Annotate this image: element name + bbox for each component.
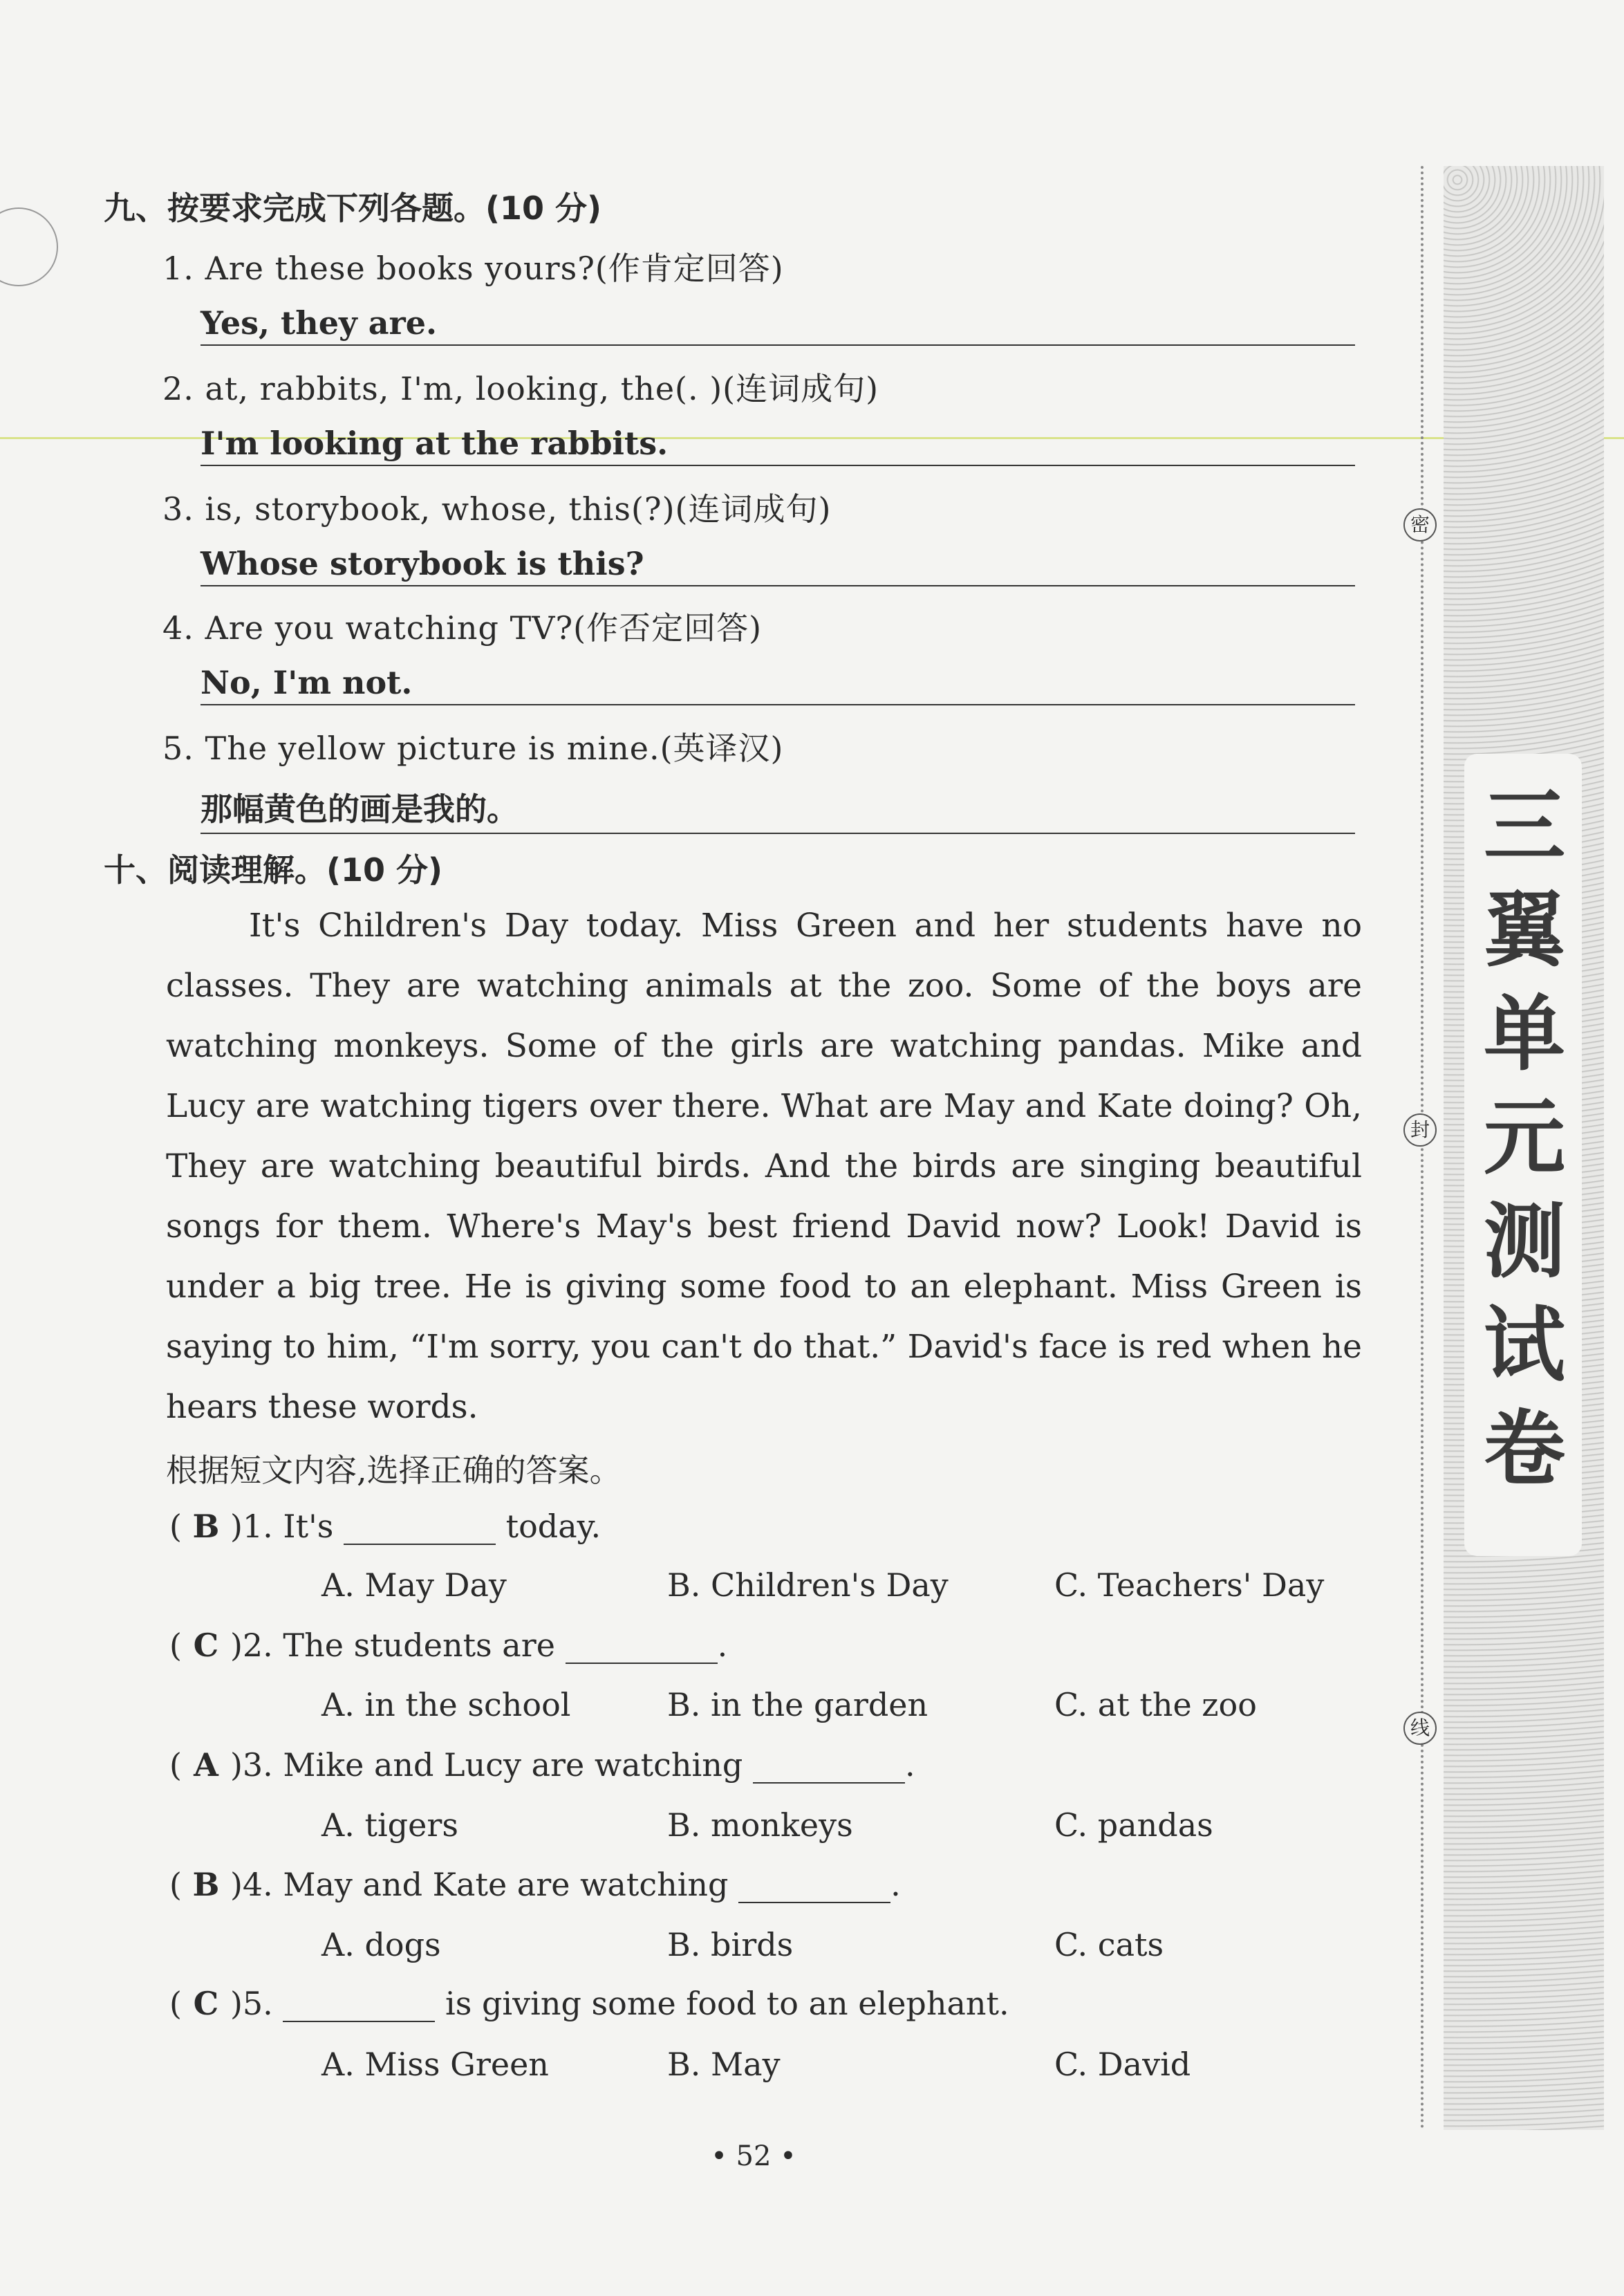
mc-question-4: ( B )4. May and Kate are watching . xyxy=(169,1866,901,1903)
q9-5: 5. The yellow picture is mine.(英译汉) xyxy=(162,730,784,767)
seal-mark-mi: 密 xyxy=(1403,508,1437,541)
option-b: B. in the garden xyxy=(667,1686,928,1723)
seal-mark-feng: 封 xyxy=(1403,1113,1437,1147)
option-c: C. Teachers' Day xyxy=(1054,1566,1325,1604)
a9-1: Yes, they are. xyxy=(200,304,1355,346)
page-number: • 52 • xyxy=(711,2140,796,2172)
option-b: B. monkeys xyxy=(667,1806,853,1844)
answer-choice: B xyxy=(192,1866,220,1903)
option-a: A. dogs xyxy=(321,1926,441,1963)
option-b: B. birds xyxy=(667,1926,794,1963)
option-c: C. at the zoo xyxy=(1054,1686,1257,1723)
option-a: A. Miss Green xyxy=(321,2046,549,2083)
mc-question-3: ( A )3. Mike and Lucy are watching . xyxy=(169,1746,915,1784)
q9-4: 4. Are you watching TV?(作否定回答) xyxy=(162,609,763,647)
mc-question-1: ( B )1. It's today. xyxy=(169,1508,601,1545)
answer-choice: B xyxy=(192,1508,220,1545)
answer-blank xyxy=(738,1874,890,1903)
answer-blank xyxy=(753,1755,905,1784)
option-a: A. May Day xyxy=(321,1566,507,1604)
option-c: C. pandas xyxy=(1054,1806,1213,1844)
section-10-heading: 十、阅读理解。(10 分) xyxy=(104,851,443,889)
answer-blank xyxy=(283,1993,435,2022)
answer-choice: C xyxy=(193,1985,219,2022)
q9-2: 2. at, rabbits, I'm, looking, the(. )(连词成句) xyxy=(162,370,879,407)
a9-5: 那幅黄色的画是我的。 xyxy=(200,784,1355,834)
sidebar-title: 三 翼 单 元 测 试 卷 xyxy=(1483,779,1565,1497)
option-a: A. tigers xyxy=(321,1806,458,1844)
option-a: A. in the school xyxy=(321,1686,571,1723)
corner-stamp xyxy=(0,207,58,286)
q9-1: 1. Are these books yours?(作肯定回答) xyxy=(162,250,784,287)
reading-passage: It's Children's Day today. Miss Green and her students have no classes. They are watching animals at the zoo. Some of the boys are watching monkeys. Some of the girls are watching pandas. Mike and Lucy are watching tigers over there. What are May and Kate doing? Oh, They are watching beautiful birds. And the birds are singing beautiful songs for them. Where's May's best friend David now? Look! David is under a big tree. He is giving some food to an elephant. Miss Green is saying to him, “I'm sorry, you can't do that.” David's face is red when he hears these words. xyxy=(166,907,1362,1426)
a9-4: No, I'm not. xyxy=(200,664,1355,705)
seal-mark-xian: 线 xyxy=(1403,1712,1437,1745)
answer-choice: C xyxy=(193,1627,219,1664)
mc-question-2: ( C )2. The students are . xyxy=(169,1627,728,1664)
option-b: B. May xyxy=(667,2046,781,2083)
q9-3: 3. is, storybook, whose, this(?)(连词成句) xyxy=(162,490,832,528)
instruction: 根据短文内容,选择正确的答案。 xyxy=(166,1452,622,1489)
section-9-heading: 九、按要求完成下列各题。(10 分) xyxy=(104,189,602,227)
answer-blank xyxy=(344,1516,496,1545)
option-c: C. cats xyxy=(1054,1926,1164,1963)
a9-3: Whose storybook is this? xyxy=(200,545,1355,586)
option-c: C. David xyxy=(1054,2046,1191,2083)
option-b: B. Children's Day xyxy=(667,1566,949,1604)
answer-choice: A xyxy=(194,1746,218,1784)
binding-dotted-line xyxy=(1421,166,1424,2130)
answer-blank xyxy=(566,1635,718,1664)
a9-2: I'm looking at the rabbits. xyxy=(200,425,1355,466)
mc-question-5: ( C )5. is giving some food to an elephant. xyxy=(169,1985,1009,2022)
